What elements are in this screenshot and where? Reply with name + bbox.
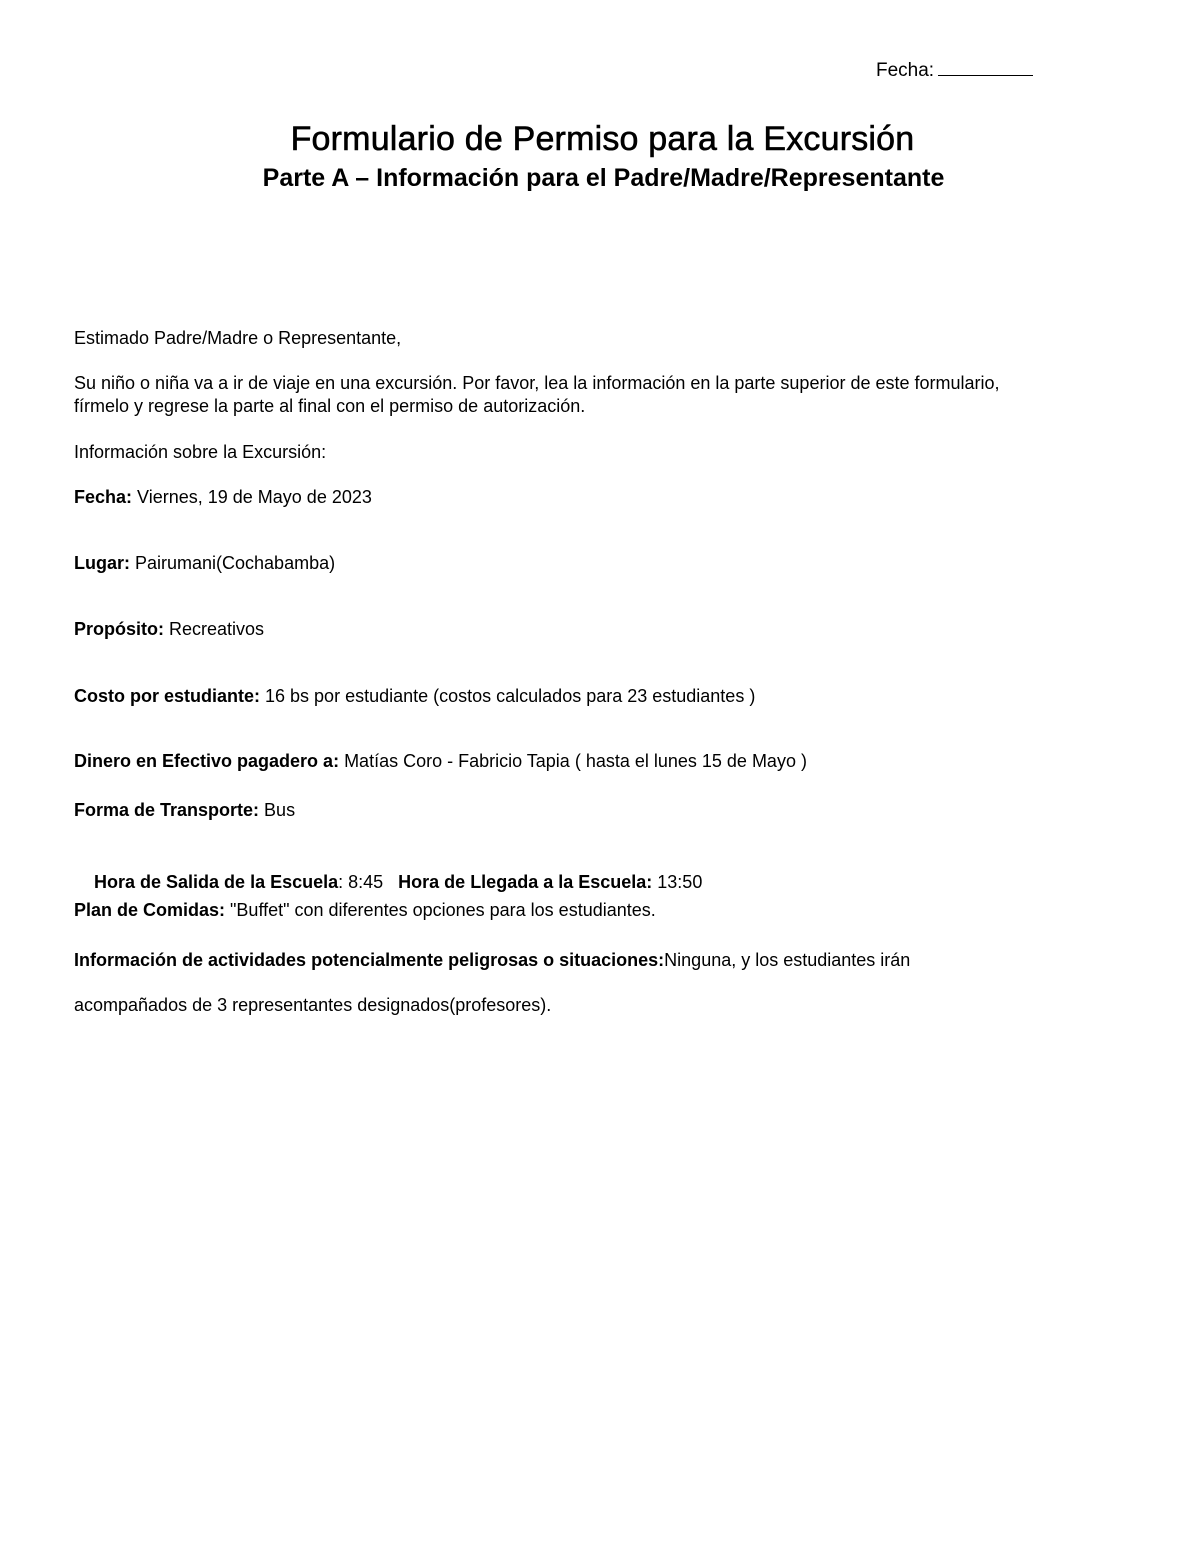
field-fecha — [74, 486, 1134, 509]
field-dinero — [74, 750, 1134, 773]
field-comidas — [74, 899, 1134, 922]
field-fecha-value: Viernes, 19 de Mayo de 2023 — [132, 487, 372, 507]
date-label: Fecha: — [876, 60, 935, 81]
field-lugar-value: Pairumani(Cochabamba) — [130, 553, 336, 573]
intro-line-2: fírmelo y regrese la parte al final con el permiso de autorización. — [74, 396, 586, 416]
field-costo — [74, 685, 1134, 708]
date-blank-line — [938, 57, 1033, 76]
field-transporte-label: Forma de Transporte: — [74, 800, 260, 820]
field-peligros-value: Ninguna, y los estudiantes irán — [664, 950, 911, 970]
field-salida-value: : 8:45 — [338, 872, 399, 892]
field-comidas-value: "Buffet" con diferentes opciones para los estudiantes. — [225, 900, 656, 920]
date-field — [876, 57, 1033, 82]
intro-line-1: Su niño o niña va a ir de viaje en una excursión. Por favor, lea la información en la parte superior de este formulario, — [74, 373, 1000, 393]
form-subtitle: Parte A – Información para el Padre/Madre/Representante — [262, 164, 945, 192]
field-comidas-label: Plan de Comidas: — [74, 900, 226, 920]
field-dinero-value: Matías Coro - Fabricio Tapia ( hasta el lunes 15 de Mayo ) — [339, 751, 807, 771]
greeting: Estimado Padre/Madre o Representante, — [74, 328, 402, 348]
field-salida-label: Hora de Salida de la Escuela — [94, 872, 339, 892]
field-costo-label: Costo por estudiante: — [74, 686, 261, 706]
field-lugar — [74, 552, 1134, 575]
field-proposito-value: Recreativos — [164, 619, 265, 639]
field-transporte — [74, 799, 1134, 822]
closing-line: acompañados de 3 representantes designados(profesores). — [74, 995, 552, 1015]
field-fecha-label: Fecha: — [74, 487, 133, 507]
intro-paragraph — [74, 372, 1134, 418]
field-llegada-label: Hora de Llegada a la Escuela: — [398, 872, 653, 892]
field-peligros — [74, 949, 1134, 972]
field-proposito-label: Propósito: — [74, 619, 164, 639]
field-peligros-label: Información de actividades potencialmente peligrosas o situaciones: — [74, 950, 665, 970]
info-heading: Información sobre la Excursión: — [74, 442, 327, 462]
field-lugar-label: Lugar: — [74, 553, 130, 573]
field-costo-value: 16 bs por estudiante (costos calculados para 23 estudiantes ) — [260, 686, 756, 706]
field-transporte-value: Bus — [259, 800, 296, 820]
field-llegada-value: 13:50 — [652, 872, 703, 892]
field-proposito — [74, 618, 1134, 641]
form-title: Formulario de Permiso para la Excursión — [290, 120, 915, 158]
field-dinero-label: Dinero en Efectivo pagadero a: — [74, 751, 340, 771]
